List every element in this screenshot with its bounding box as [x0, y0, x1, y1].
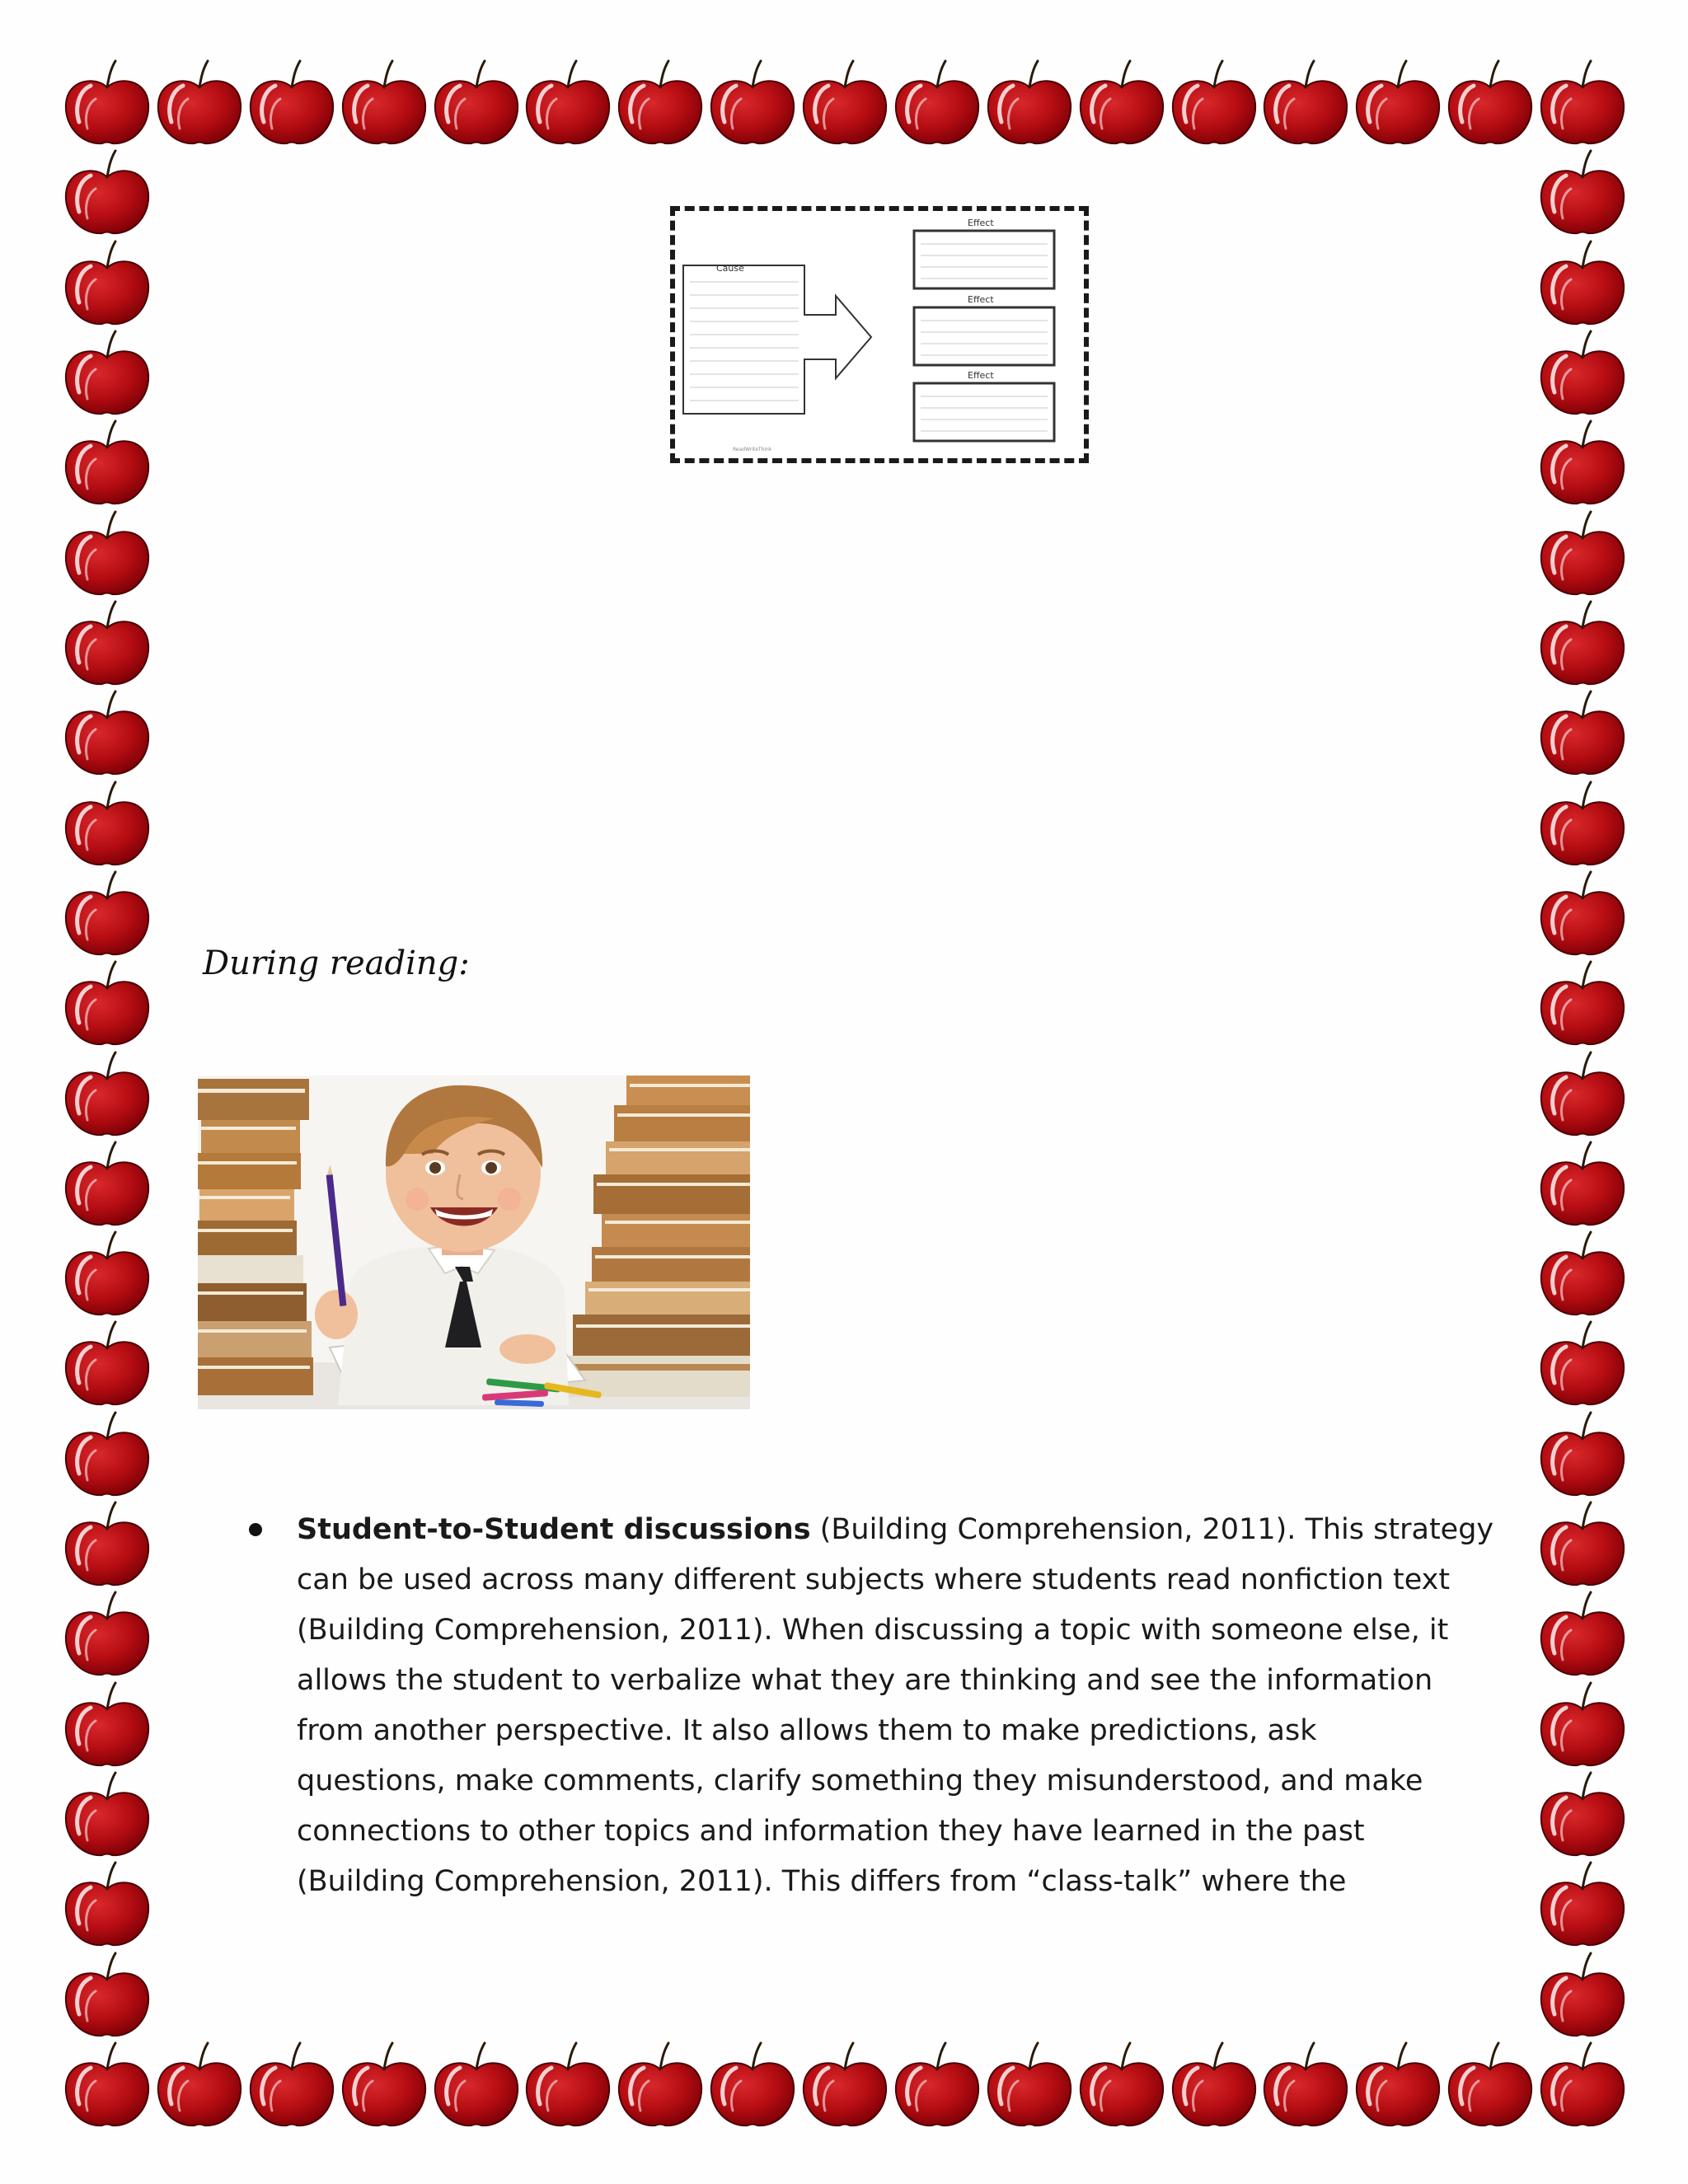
bullet-text-1: (Building Comprehension, 2011). This strategy — [810, 1513, 1494, 1546]
bullet-line-4: allows the student to verbalize what they are thinking and see the information — [297, 1664, 1433, 1697]
bullet-line-5: from another perspective. It also allows them to make predictions, ask — [297, 1714, 1317, 1747]
strategy-bullet-list — [297, 1505, 1492, 1907]
left-book-stack — [198, 1079, 313, 1395]
bullet-line-2: can be used across many different subjects where students read nonfiction text — [297, 1563, 1451, 1596]
bullet-dot — [249, 1523, 262, 1536]
cause-label: Cause — [716, 263, 744, 274]
strategy-term: Student-to-Student discussions — [297, 1513, 811, 1546]
during-reading-heading: During reading: — [203, 944, 470, 982]
bullet-line-7: connections to other topics and information they have learned in the past — [297, 1815, 1365, 1848]
bullet-line-8: (Building Comprehension, 2011). This differs from “class-talk” where the — [297, 1865, 1347, 1898]
effect-label-1: Effect — [968, 218, 994, 228]
cause-effect-organizer — [670, 206, 1089, 463]
effect-label-2: Effect — [968, 294, 994, 305]
effect-label-3: Effect — [968, 370, 994, 381]
boy-with-books-photo — [198, 1076, 750, 1409]
bullet-line-1 — [297, 1505, 1492, 1555]
bullet-line-3: (Building Comprehension, 2011). When discussing a topic with someone else, it — [297, 1614, 1449, 1647]
organizer-graphic — [675, 211, 1084, 458]
bullet-line-6: questions, make comments, clarify something they misunderstood, and make — [297, 1765, 1423, 1797]
organizer-credit: ReadWriteThink — [733, 447, 772, 452]
